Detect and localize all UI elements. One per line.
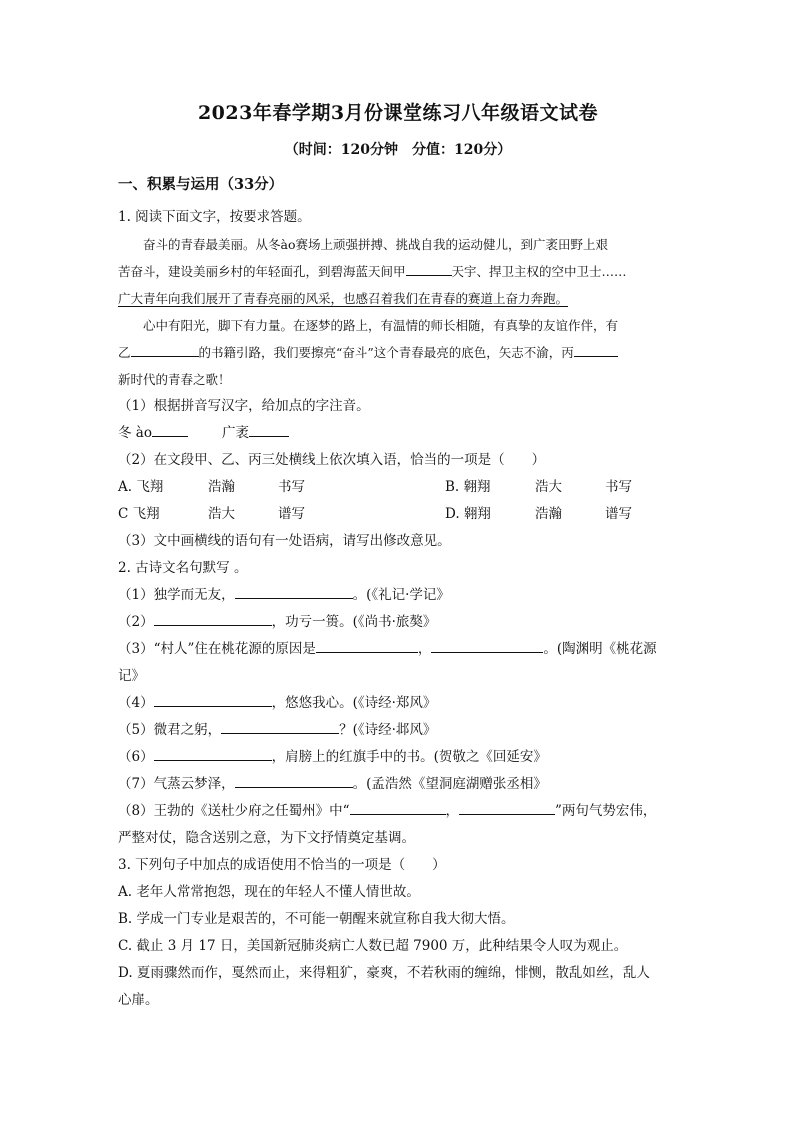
q2-line: 记》 <box>118 668 145 684</box>
q3-option-c: C. 截止 3 月 17 日，美国新冠肺炎病亡人数已超 7900 万，此种结果令人叹为观止。 <box>118 938 628 954</box>
blank-yi <box>131 342 199 357</box>
q2-line: （4） ，悠悠我心。(《诗经·郑风》 <box>118 690 678 717</box>
q3-option-d: D. 夏雨骤然而作，戛然而止，来得粗犷，豪爽，不若秋雨的缠绵，悱恻，散乱如丝，乱人 <box>118 965 650 981</box>
options-row <box>118 501 678 528</box>
exam-title: 2023年春学期3月份课堂练习八年级语文试卷 <box>197 102 599 124</box>
passage-line: 奋斗的青春最美丽。从冬ào赛场上顽强拼搏、挑战自我的运动健儿，到广袤田野上艰 <box>143 237 608 252</box>
q1-sub3: （3）文中画横线的语句有一处语病，请写出修改意见。 <box>118 533 451 549</box>
q1-sub1: （1）根据拼音写汉字，给加点的字注音。 <box>118 398 370 414</box>
q3-option-a: A. 老年人常常抱怨，现在的年轻人不懂人情世故。 <box>118 884 420 900</box>
option-d: D. 翱翔 浩瀚 谱写 <box>445 506 632 522</box>
passage-line: 苦奋斗，建设美丽乡村的年轻面孔，到碧海蓝天间甲 天宇、捍卫主权的空中卫士…… <box>118 258 678 285</box>
q2-line: （6） ，肩膀上的红旗手中的书。(贺敬之《回延安》 <box>118 744 678 771</box>
option-c: C 飞翔 浩大 谱写 <box>118 506 305 522</box>
blank-bing <box>574 342 618 357</box>
q2-stem: 2. 古诗文名句默写 。 <box>118 560 248 576</box>
option-b: B. 翱翔 浩大 书写 <box>445 479 632 495</box>
exam-subtitle: （时间：120分钟 分值：120分） <box>284 142 512 158</box>
q2-line: 严整对仗，隐含送别之意，为下文抒情奠定基调。 <box>118 830 415 846</box>
q2-line: （2） ，功亏一篑。(《尚书·旅獒》 <box>118 609 678 636</box>
q3-option-d-cont: 心扉。 <box>118 992 159 1008</box>
q2-line: （3）“村人”住在桃花源的原因是 ， 。(陶渊明《桃花源 <box>118 636 678 663</box>
q2-line: （5）微君之躬， ？(《诗经·邶风》 <box>118 717 678 744</box>
q2-line: （8）王勃的《送杜少府之任蜀州》中“ ， ”两句气势宏伟， <box>118 798 678 825</box>
passage-line: 乙 的书籍引路，我们要擦亮“奋斗”这个青春最亮的底色，矢志不渝，丙 <box>118 339 678 366</box>
q2-line: （7）气蒸云梦泽， 。(孟浩然《望洞庭湖赠张丞相》 <box>118 771 678 798</box>
q1-sub1-answers: 冬 ào 广袤 <box>118 420 678 447</box>
blank-jia <box>406 261 452 276</box>
section-heading: 一、积累与运用（33分） <box>118 176 284 193</box>
q3-option-b: B. 学成一门专业是艰苦的，不可能一朝醒来就宣称自我大彻大悟。 <box>118 911 515 927</box>
options-row <box>118 474 678 501</box>
option-a: A. 飞翔 浩瀚 书写 <box>118 479 305 495</box>
q2-line: （1）独学而无友， 。(《礼记·学记》 <box>118 582 678 609</box>
passage-line: 新时代的青春之歌！ <box>118 372 231 387</box>
exam-page <box>118 98 678 1014</box>
passage-line: 心中有阳光，脚下有力量。在逐梦的路上，有温情的师长相随，有真挚的友谊作伴，有 <box>143 318 619 333</box>
q1-stem: 1. 阅读下面文字，按要求答题。 <box>118 209 311 225</box>
q3-stem: 3. 下列句子中加点的成语使用不恰当的一项是（ ） <box>118 857 446 873</box>
passage-line-underlined: 广大青年向我们展开了青春亮丽的风采，也感召着我们在青春的赛道上奋力奔跑。 <box>118 291 569 306</box>
q1-sub2: （2）在文段甲、乙、丙三处横线上依次填入语，恰当的一项是（ ） <box>118 452 546 468</box>
